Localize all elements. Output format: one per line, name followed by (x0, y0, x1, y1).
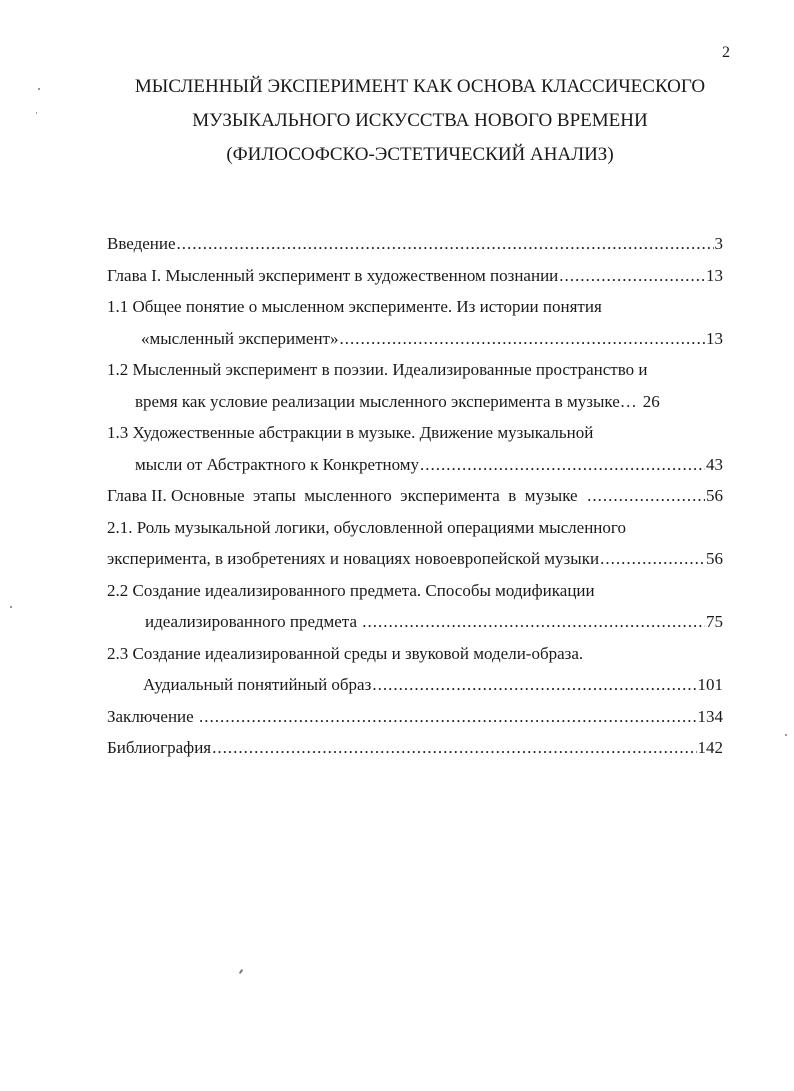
document-title (60, 70, 780, 172)
toc-entry-section-1-2-line2 (107, 386, 723, 418)
title-line-1: МЫСЛЕННЫЙ ЭКСПЕРИМЕНТ КАК ОСНОВА КЛАССИЧЕСКОГО (134, 76, 706, 97)
toc-entry-text: Библиография (107, 738, 212, 757)
toc-page-number: 3 (714, 234, 723, 253)
toc-page-number: 43 (706, 454, 723, 474)
toc-entry-section-1-2-line1: 1.2 Мысленный эксперимент в поэзии. Идеализированные пространство и (107, 360, 648, 379)
toc-leader-dots (600, 543, 705, 574)
toc-entry-section-2-3-line2 (107, 669, 723, 701)
page-number: 2 (722, 44, 730, 61)
toc-leader-dots (199, 701, 697, 732)
toc-page-number: 13 (706, 328, 723, 348)
title-line-3: (ФИЛОСОФСКО-ЭСТЕТИЧЕСКИЙ АНАЛИЗ) (226, 144, 614, 165)
toc-entry-conclusion (107, 701, 723, 733)
toc-entry-section-1-3-line1: 1.3 Художественные абстракции в музыке. Движение музыкальной (107, 423, 594, 442)
toc-page-number: 75 (706, 612, 723, 631)
table-of-contents (107, 228, 723, 764)
toc-entry-text: Глава I. Мысленный эксперимент в художественном познании (107, 265, 559, 285)
toc-leader-dots (559, 260, 705, 291)
toc-entry-section-1-1-line1: 1.1 Общее понятие о мысленном эксперименте. Из истории понятия (107, 297, 602, 316)
toc-entry-text: мысли от Абстрактного к Конкретному (135, 454, 420, 474)
toc-entry-text: Заключение (107, 706, 198, 726)
toc-leader-dots (177, 228, 714, 259)
toc-entry-text: Введение (107, 234, 176, 253)
toc-page-number: 142 (697, 738, 723, 757)
toc-leader-dots (372, 669, 696, 700)
scan-speck (10, 606, 12, 608)
scan-speck (36, 112, 37, 114)
toc-entry-section-2-3-line1: 2.3 Создание идеализированной среды и звуковой модели-образа. (107, 643, 584, 663)
scan-speck (785, 734, 787, 736)
toc-entry-text: Глава II. Основные этапы мысленного эксперимента в музыке (107, 486, 587, 505)
toc-entry-bibliography (107, 732, 723, 764)
toc-page-number: 26 (642, 391, 660, 411)
toc-entry-chapter-2 (107, 480, 723, 512)
toc-entry-section-2-1-line1: 2.1. Роль музыкальной логики, обусловленной операциями мысленного (107, 517, 626, 537)
toc-entry-section-2-2-line2 (107, 606, 723, 638)
toc-entry-section-2-2-line1: 2.2 Создание идеализированного предмета. Способы модификации (107, 580, 595, 600)
toc-leader-dots (420, 449, 705, 480)
scan-speck (239, 969, 244, 974)
toc-entry-text: время как условие реализации мысленного эксперимента в музыке… (135, 391, 637, 411)
toc-entry-introduction (107, 228, 723, 260)
toc-entry-text: идеализированного предмета (145, 612, 362, 631)
toc-leader-dots (212, 732, 696, 763)
toc-leader-dots (362, 606, 705, 637)
toc-entry-section-1-1-line2 (107, 323, 723, 355)
toc-leader-dots (339, 323, 705, 354)
scan-speck (38, 88, 40, 90)
toc-page-number: 134 (697, 706, 723, 726)
toc-entry-section-2-1-line2 (107, 543, 723, 575)
toc-page-number: 56 (706, 549, 723, 568)
toc-entry-chapter-1 (107, 260, 723, 292)
title-line-2: МУЗЫКАЛЬНОГО ИСКУССТВА НОВОГО ВРЕМЕНИ (192, 110, 648, 131)
toc-leader-dots (587, 480, 705, 511)
toc-entry-text: Аудиальный понятийный образ (143, 675, 372, 694)
toc-entry-section-1-3-line2 (107, 449, 723, 481)
toc-page-number: 56 (706, 486, 723, 505)
toc-page-number: 13 (706, 265, 723, 285)
toc-page-number: 101 (697, 675, 723, 694)
toc-entry-text: «мысленный эксперимент» (141, 328, 339, 348)
toc-entry-text: эксперимента, в изобретениях и новациях новоевропейской музыки (107, 549, 600, 568)
